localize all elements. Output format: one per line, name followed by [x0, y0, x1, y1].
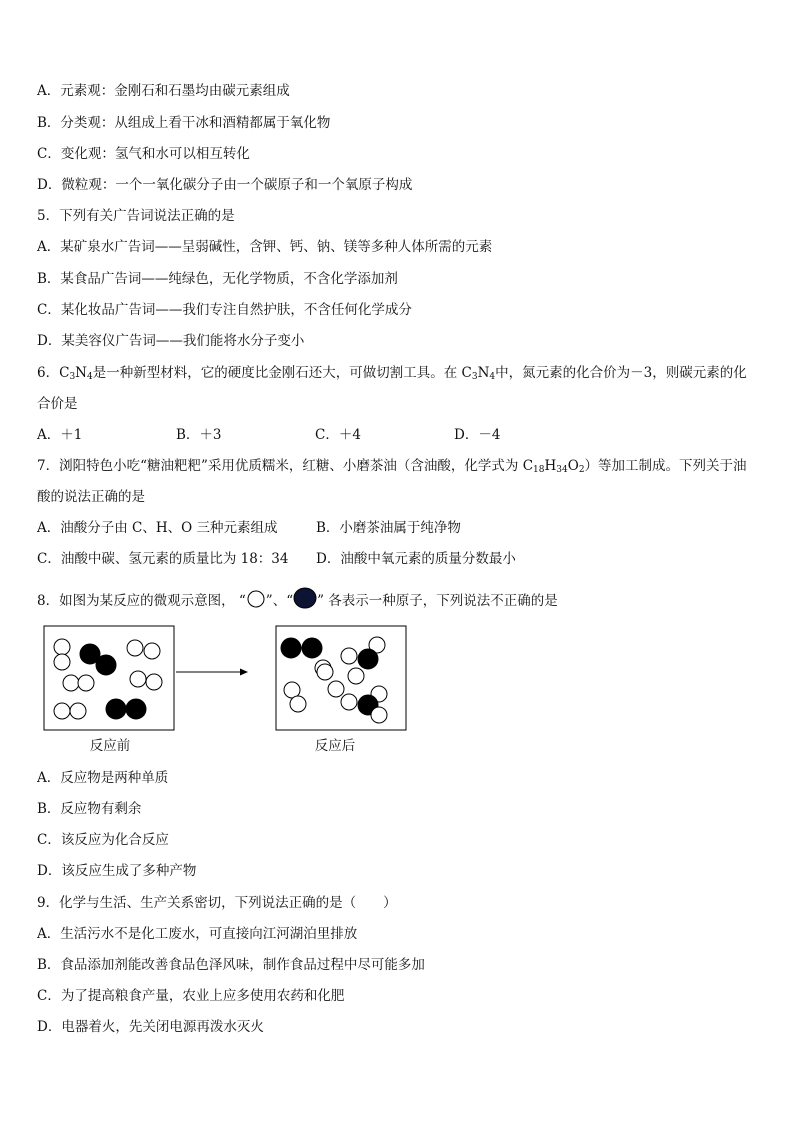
q8-option-a: A．反应物是两种单质 — [37, 770, 169, 786]
q4-option-a: A．元素观：金刚石和石墨均由碳元素组成 — [37, 83, 290, 99]
q7-option-b: B．小磨茶油属于纯净物 — [316, 520, 461, 536]
q7-stem-line2: 酸的说法正确的是 — [37, 489, 145, 505]
q5-option-d: D．某美容仪广告词——我们能将水分子变小 — [37, 333, 305, 349]
q5-stem: 5．下列有关广告词说法正确的是 — [37, 208, 235, 224]
label-after: 反应后 — [314, 738, 356, 754]
formula-c3n4-inline: $C_3N_4$ — [461, 365, 496, 382]
formula-oleic-acid: $C_{18}H_{34}O_2$ — [522, 458, 585, 475]
q9-option-d: D．电器着火，先关闭电源再泼水灭火 — [37, 1019, 264, 1035]
q4-option-b: B．分类观：从组成上看干冰和酒精都属于氧化物 — [37, 115, 331, 131]
q8-option-b: B．反应物有剩余 — [37, 801, 142, 817]
q7-option-a: A．油酸分子由 C、H、O 三种元素组成 — [37, 520, 278, 536]
q5-option-a: A．某矿泉水广告词——呈弱碱性，含钾、钙、钠、镁等多种人体所需的元素 — [37, 239, 493, 255]
q6-stem-line1: 6．$C_3N_4$是一种新型材料，它的硬度比金刚石还大，可做切割工具。在 $C_3N_4$中，氮元素的化合价为－3，则碳元素的化 — [37, 365, 747, 382]
q7-stem-line1: 7．浏阳特色小吃“糖油粑粑”采用优质糯米，红糖、小磨茶油（含油酸，化学式为 $C_{18}H_{34}O_2$）等加工制成。下列关于油 — [37, 458, 747, 475]
after-atoms — [281, 637, 387, 723]
q4-option-c: C．变化观：氢气和水可以相互转化 — [37, 146, 250, 162]
label-before: 反应前 — [89, 738, 131, 754]
q9-option-c: C．为了提高粮食产量，农业上应多使用农药和化肥 — [37, 988, 345, 1004]
q7-option-c: C．油酸中碳、氢元素的质量比为 18：34 — [37, 551, 289, 567]
q6-option-a: A．＋1 — [37, 427, 83, 443]
q5-option-b: B．某食品广告词——纯绿色，无化学物质，不含化学添加剂 — [37, 271, 398, 287]
q6-option-b: B．＋3 — [176, 427, 222, 443]
before-atoms — [54, 639, 162, 719]
white-atom-icon — [246, 589, 266, 609]
q7-option-d: D．油酸中氧元素的质量分数最小 — [316, 551, 516, 567]
q4-option-d: D．微粒观：一个一氧化碳分子由一个碳原子和一个氧原子构成 — [37, 177, 413, 193]
q9-option-b: B．食品添加剂能改善食品色泽风味，制作食品过程中尽可能多加 — [37, 957, 425, 973]
formula-c3n4: $C_3N_4$ — [59, 365, 93, 382]
q6-stem-line2: 合价是 — [37, 396, 78, 412]
q6-option-d: D．－4 — [454, 427, 501, 443]
q9-stem: 9．化学与生活、生产关系密切，下列说法正确的是（ ） — [37, 895, 397, 911]
q8-stem: 8．如图为某反应的微观示意图， “ ”、“ ” 各表示一种原子，下列说法不正确的是 — [37, 587, 558, 610]
dark-atom-icon — [293, 587, 317, 609]
q8-option-d: D．该反应生成了多种产物 — [37, 863, 197, 879]
q9-option-a: A．生活污水不是化工废水，可直接向江河湖泊里排放 — [37, 926, 358, 942]
q6-option-c: C．＋4 — [315, 427, 361, 443]
q6-number: 6． — [37, 365, 60, 381]
q8-option-c: C．该反应为化合反应 — [37, 832, 169, 848]
q5-option-c: C．某化妆品广告词——我们专注自然护肤，不含任何化学成分 — [37, 302, 412, 318]
reaction-micro-diagram — [40, 620, 420, 760]
